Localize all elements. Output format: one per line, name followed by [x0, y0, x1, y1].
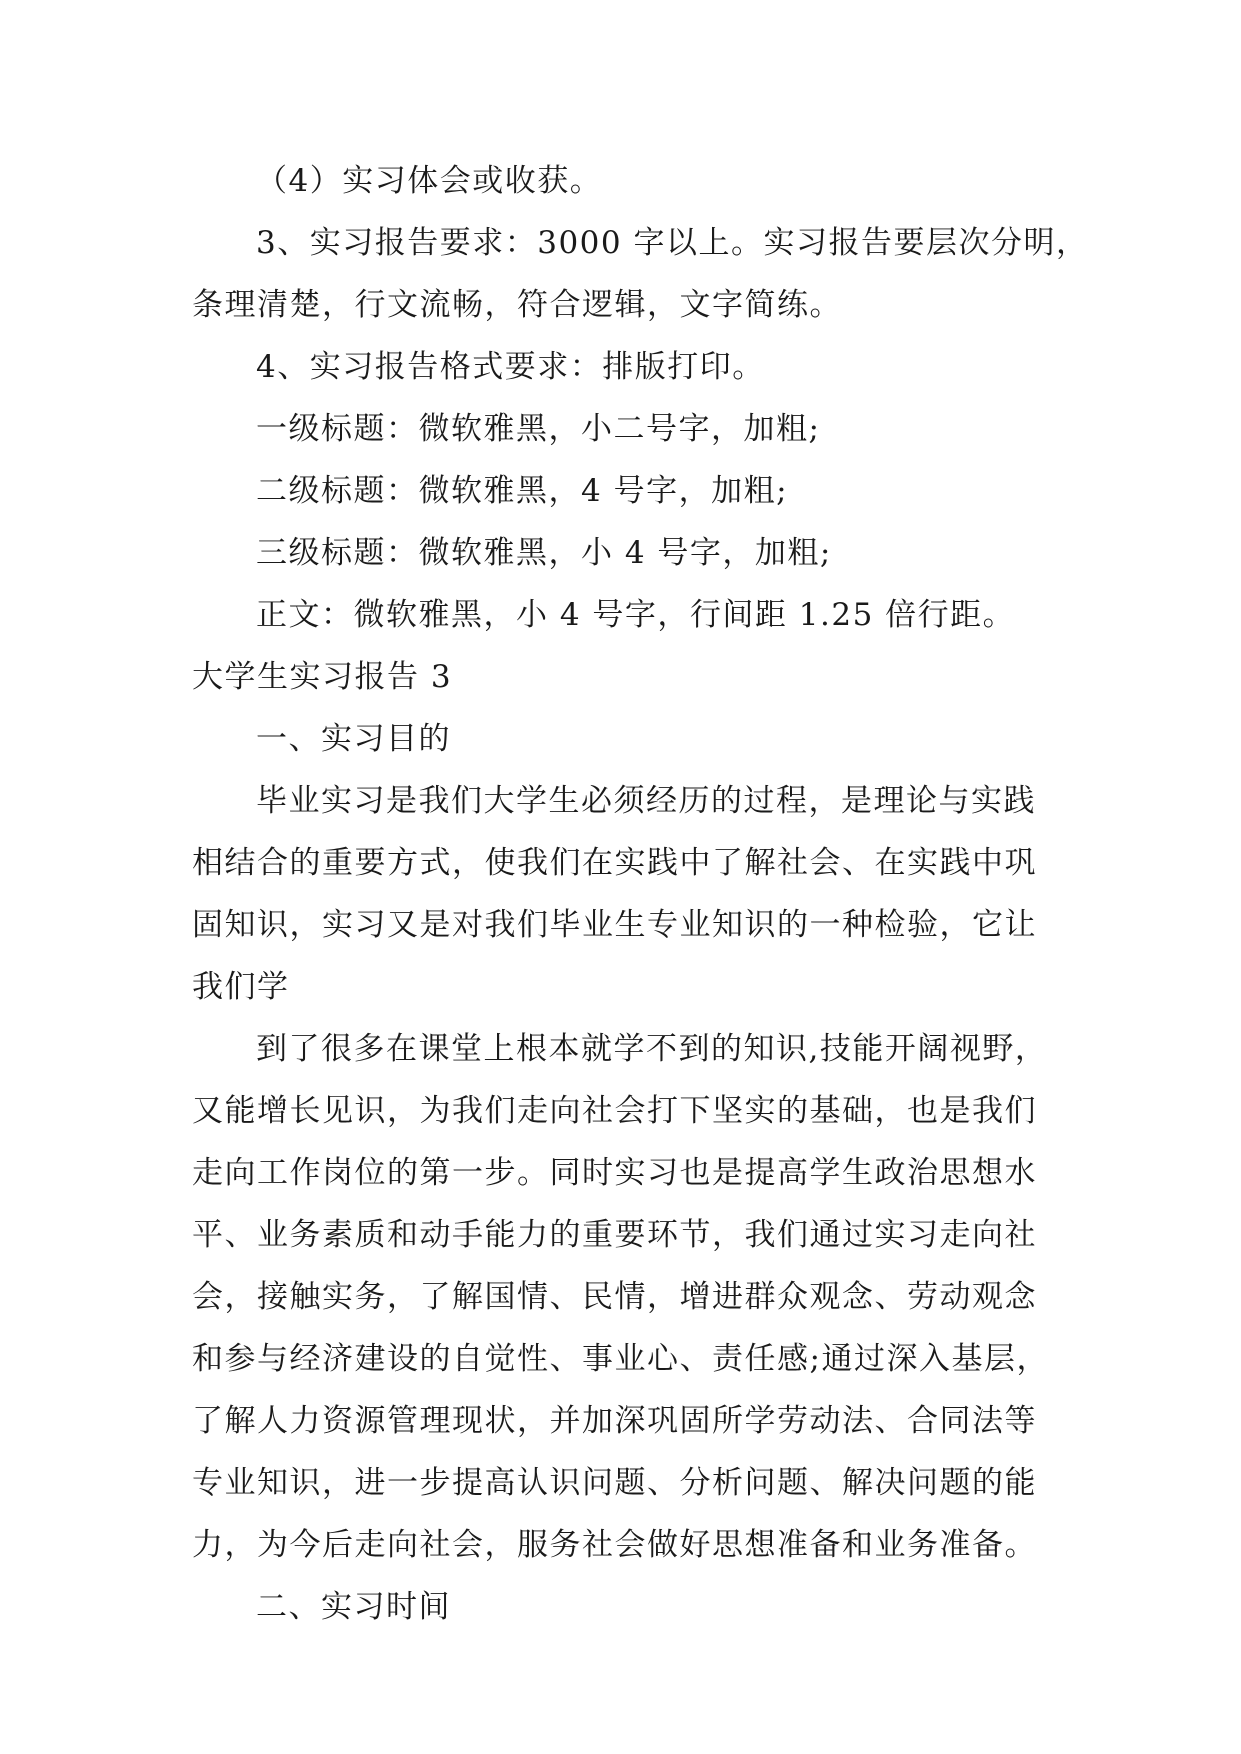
section-title: 大学生实习报告 3 — [192, 659, 453, 695]
body-text-spec: 正文：微软雅黑，小 4 号字，行间距 1.25 倍行距。 — [256, 597, 1016, 633]
heading-level-3-spec: 三级标题：微软雅黑，小 4 号字，加粗; — [256, 535, 832, 571]
purpose-paragraph-2-line: 又能增长见识，为我们走向社会打下坚实的基础，也是我们 — [192, 1093, 1037, 1129]
heading-level-2-spec: 二级标题：微软雅黑，4 号字，加粗; — [256, 473, 789, 509]
purpose-paragraph-line: 固知识，实习又是对我们毕业生专业知识的一种检验，它让 — [192, 907, 1037, 943]
report-requirement-paragraph: 3、实习报告要求：3000 字以上。实习报告要层次分明， — [256, 225, 1089, 261]
document-page — [192, 150, 1089, 1638]
format-requirement-paragraph: 4、实习报告格式要求：排版打印。 — [256, 349, 765, 385]
purpose-paragraph-2-line: 力，为今后走向社会，服务社会做好思想准备和业务准备。 — [192, 1527, 1037, 1563]
purpose-paragraph-line: 我们学 — [192, 969, 290, 1005]
purpose-paragraph-2-line: 走向工作岗位的第一步。同时实习也是提高学生政治思想水 — [192, 1155, 1037, 1191]
subsection-heading-purpose: 一、实习目的 — [256, 721, 451, 757]
purpose-paragraph-2-line: 专业知识，进一步提高认识问题、分析问题、解决问题的能 — [192, 1465, 1037, 1501]
purpose-paragraph-2-line: 到了很多在课堂上根本就学不到的知识,技能开阔视野， — [256, 1031, 1048, 1067]
purpose-paragraph-2-line: 会，接触实务，了解国情、民情，增进群众观念、劳动观念 — [192, 1279, 1037, 1315]
list-item-4-harvest: （4）实习体会或收获。 — [256, 163, 603, 199]
subsection-heading-time: 二、实习时间 — [256, 1589, 451, 1625]
purpose-paragraph-2-line: 了解人力资源管理现状，并加深巩固所学劳动法、合同法等 — [192, 1403, 1037, 1439]
purpose-paragraph-line: 毕业实习是我们大学生必须经历的过程，是理论与实践 — [256, 783, 1036, 819]
purpose-paragraph-2-line: 和参与经济建设的自觉性、事业心、责任感;通过深入基层， — [192, 1341, 1049, 1377]
report-requirement-paragraph-cont: 条理清楚，行文流畅，符合逻辑，文字简练。 — [192, 287, 842, 323]
purpose-paragraph-line: 相结合的重要方式，使我们在实践中了解社会、在实践中巩 — [192, 845, 1037, 881]
purpose-paragraph-2-line: 平、业务素质和动手能力的重要环节，我们通过实习走向社 — [192, 1217, 1037, 1253]
heading-level-1-spec: 一级标题：微软雅黑，小二号字，加粗; — [256, 411, 821, 447]
